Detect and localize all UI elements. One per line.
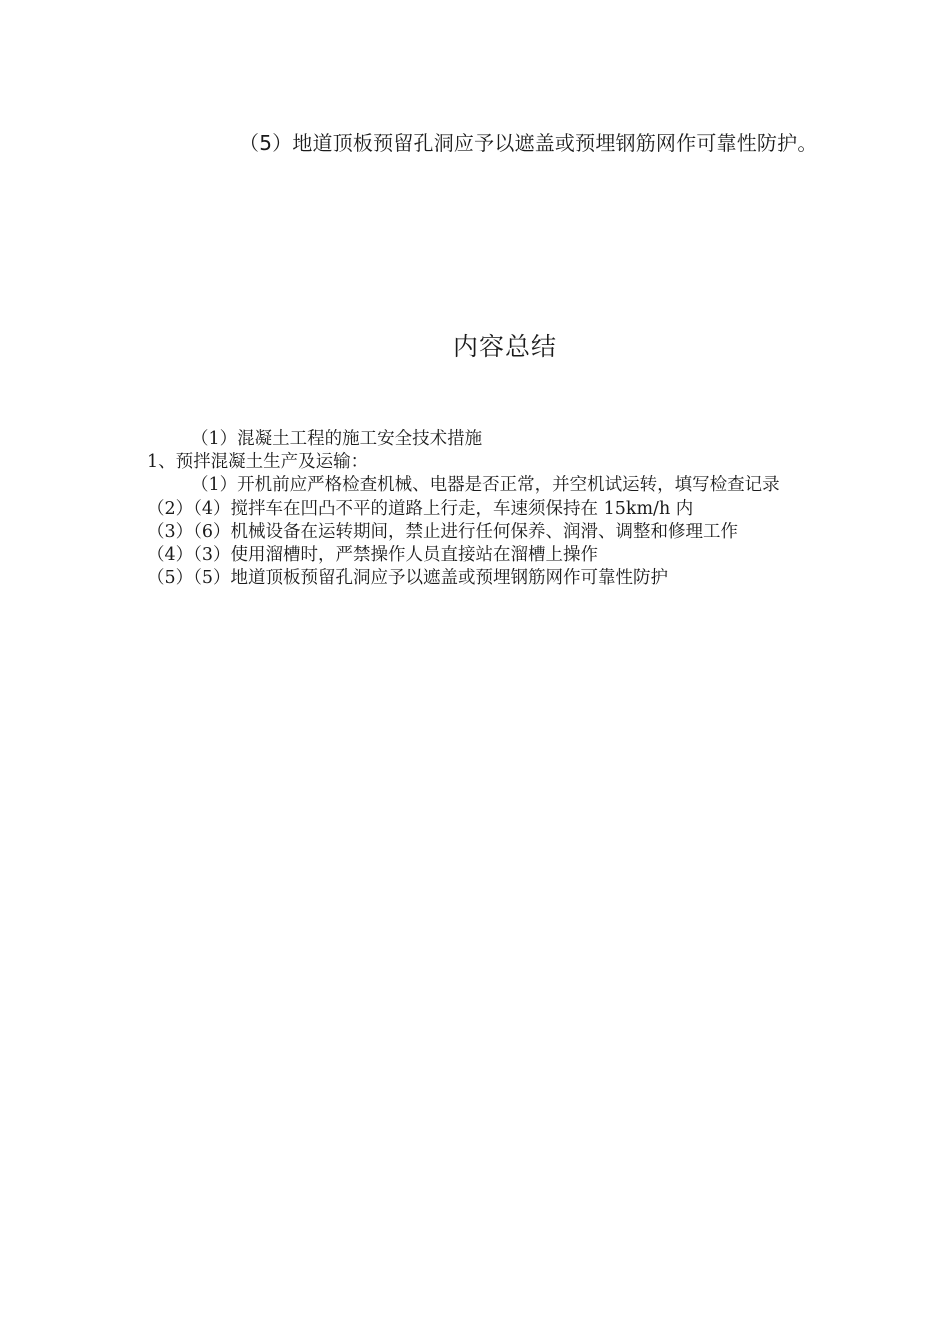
- summary-line: 1、预拌混凝土生产及运输：: [147, 452, 369, 473]
- summary-line: （1）开机前应严格检查机械、电器是否正常，并空机试运转，填写检查记录: [191, 475, 780, 496]
- summary-title: 内容总结: [452, 332, 557, 361]
- summary-section: [147, 428, 807, 590]
- summary-line: （5）（5）地道顶板预留孔洞应予以遮盖或预埋钢筋网作可靠性防护: [147, 568, 669, 589]
- summary-line: （2）（4）搅拌车在凹凸不平的道路上行走，车速须保持在 15km/h 内: [147, 498, 694, 519]
- summary-line: （1）混凝土工程的施工安全技术措施: [191, 429, 483, 449]
- summary-line: （4）（3）使用溜槽时，严禁操作人员直接站在溜槽上操作: [147, 545, 599, 566]
- body-paragraph: （5）地道顶板预留孔洞应予以遮盖或预埋钢筋网作可靠性防护。: [239, 131, 818, 155]
- summary-line: （3）（6）机械设备在运转期间，禁止进行任何保养、润滑、调整和修理工作: [147, 521, 739, 542]
